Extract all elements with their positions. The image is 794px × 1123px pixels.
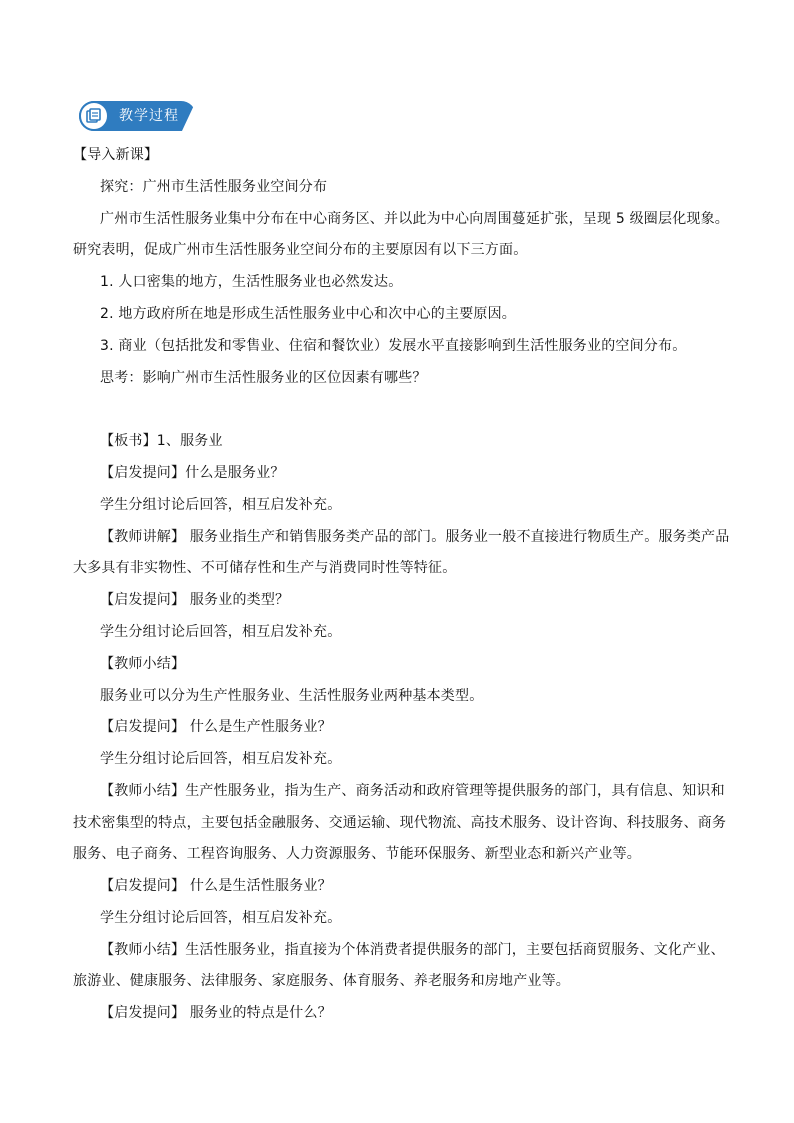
paragraph-line: 技术密集型的特点，主要包括金融服务、交通运输、现代物流、高技术服务、设计咨询、科技服务、商务 bbox=[73, 815, 727, 831]
paragraph-line: 服务业可以分为生产性服务业、生活性服务业两种基本类型。 bbox=[100, 688, 484, 704]
paragraph-line: 服务、电子商务、工程咨询服务、人力资源服务、节能环保服务、新型业态和新兴产业等。 bbox=[73, 846, 641, 862]
section-header-badge bbox=[79, 101, 196, 131]
paragraph-line: 旅游业、健康服务、法律服务、家庭服务、体育服务、养老服务和房地产业等。 bbox=[73, 973, 570, 989]
paragraph-line: 研究表明，促成广州市生活性服务业空间分布的主要原因有以下三方面。 bbox=[73, 242, 528, 258]
prompt-question: 【启发提问】 什么是生产性服务业？ bbox=[100, 719, 332, 735]
prompt-question: 【启发提问】 什么是生活性服务业？ bbox=[100, 878, 332, 894]
paragraph-line: 大多具有非实物性、不可储存性和生产与消费同时性等特征。 bbox=[73, 560, 457, 576]
section-title: 教学过程 bbox=[119, 108, 179, 124]
teacher-summary-heading: 【教师小结】 bbox=[100, 656, 186, 672]
student-activity: 学生分组讨论后回答，相互启发补充。 bbox=[100, 624, 342, 640]
teacher-summary: 【教师小结】生产性服务业，指为生产、商务活动和政府管理等提供服务的部门，具有信息、知识和 bbox=[100, 783, 725, 799]
list-item: 1. 人口密集的地方，生活性服务业也必然发达。 bbox=[100, 274, 403, 290]
document-stack-icon bbox=[86, 108, 102, 124]
paragraph-line: 广州市生活性服务业集中分布在中心商务区、并以此为中心向周围蔓延扩张，呈现 5 级圈层化现象。 bbox=[100, 211, 730, 227]
prompt-question: 【启发提问】 服务业的类型？ bbox=[100, 592, 290, 608]
prompt-question: 【启发提问】什么是服务业？ bbox=[100, 465, 285, 481]
section-header-circle bbox=[79, 101, 109, 131]
student-activity: 学生分组讨论后回答，相互启发补充。 bbox=[100, 497, 342, 513]
intro-heading: 【导入新课】 bbox=[73, 147, 159, 163]
think-question: 思考：影响广州市生活性服务业的区位因素有哪些？ bbox=[100, 370, 427, 386]
student-activity: 学生分组讨论后回答，相互启发补充。 bbox=[100, 910, 342, 926]
explore-title: 探究：广州市生活性服务业空间分布 bbox=[100, 179, 328, 195]
teacher-explanation: 【教师讲解】 服务业指生产和销售服务类产品的部门。服务业一般不直接进行物质生产。服务类产品 bbox=[100, 529, 730, 545]
student-activity: 学生分组讨论后回答，相互启发补充。 bbox=[100, 751, 342, 767]
list-item: 3. 商业（包括批发和零售业、住宿和餐饮业）发展水平直接影响到生活性服务业的空间分布。 bbox=[100, 338, 687, 354]
board-heading: 【板书】1、服务业 bbox=[100, 433, 223, 449]
list-item: 2. 地方政府所在地是形成生活性服务业中心和次中心的主要原因。 bbox=[100, 306, 517, 322]
teacher-summary: 【教师小结】生活性服务业，指直接为个体消费者提供服务的部门，主要包括商贸服务、文化产业、 bbox=[100, 942, 725, 958]
prompt-question: 【启发提问】 服务业的特点是什么？ bbox=[100, 1005, 332, 1021]
